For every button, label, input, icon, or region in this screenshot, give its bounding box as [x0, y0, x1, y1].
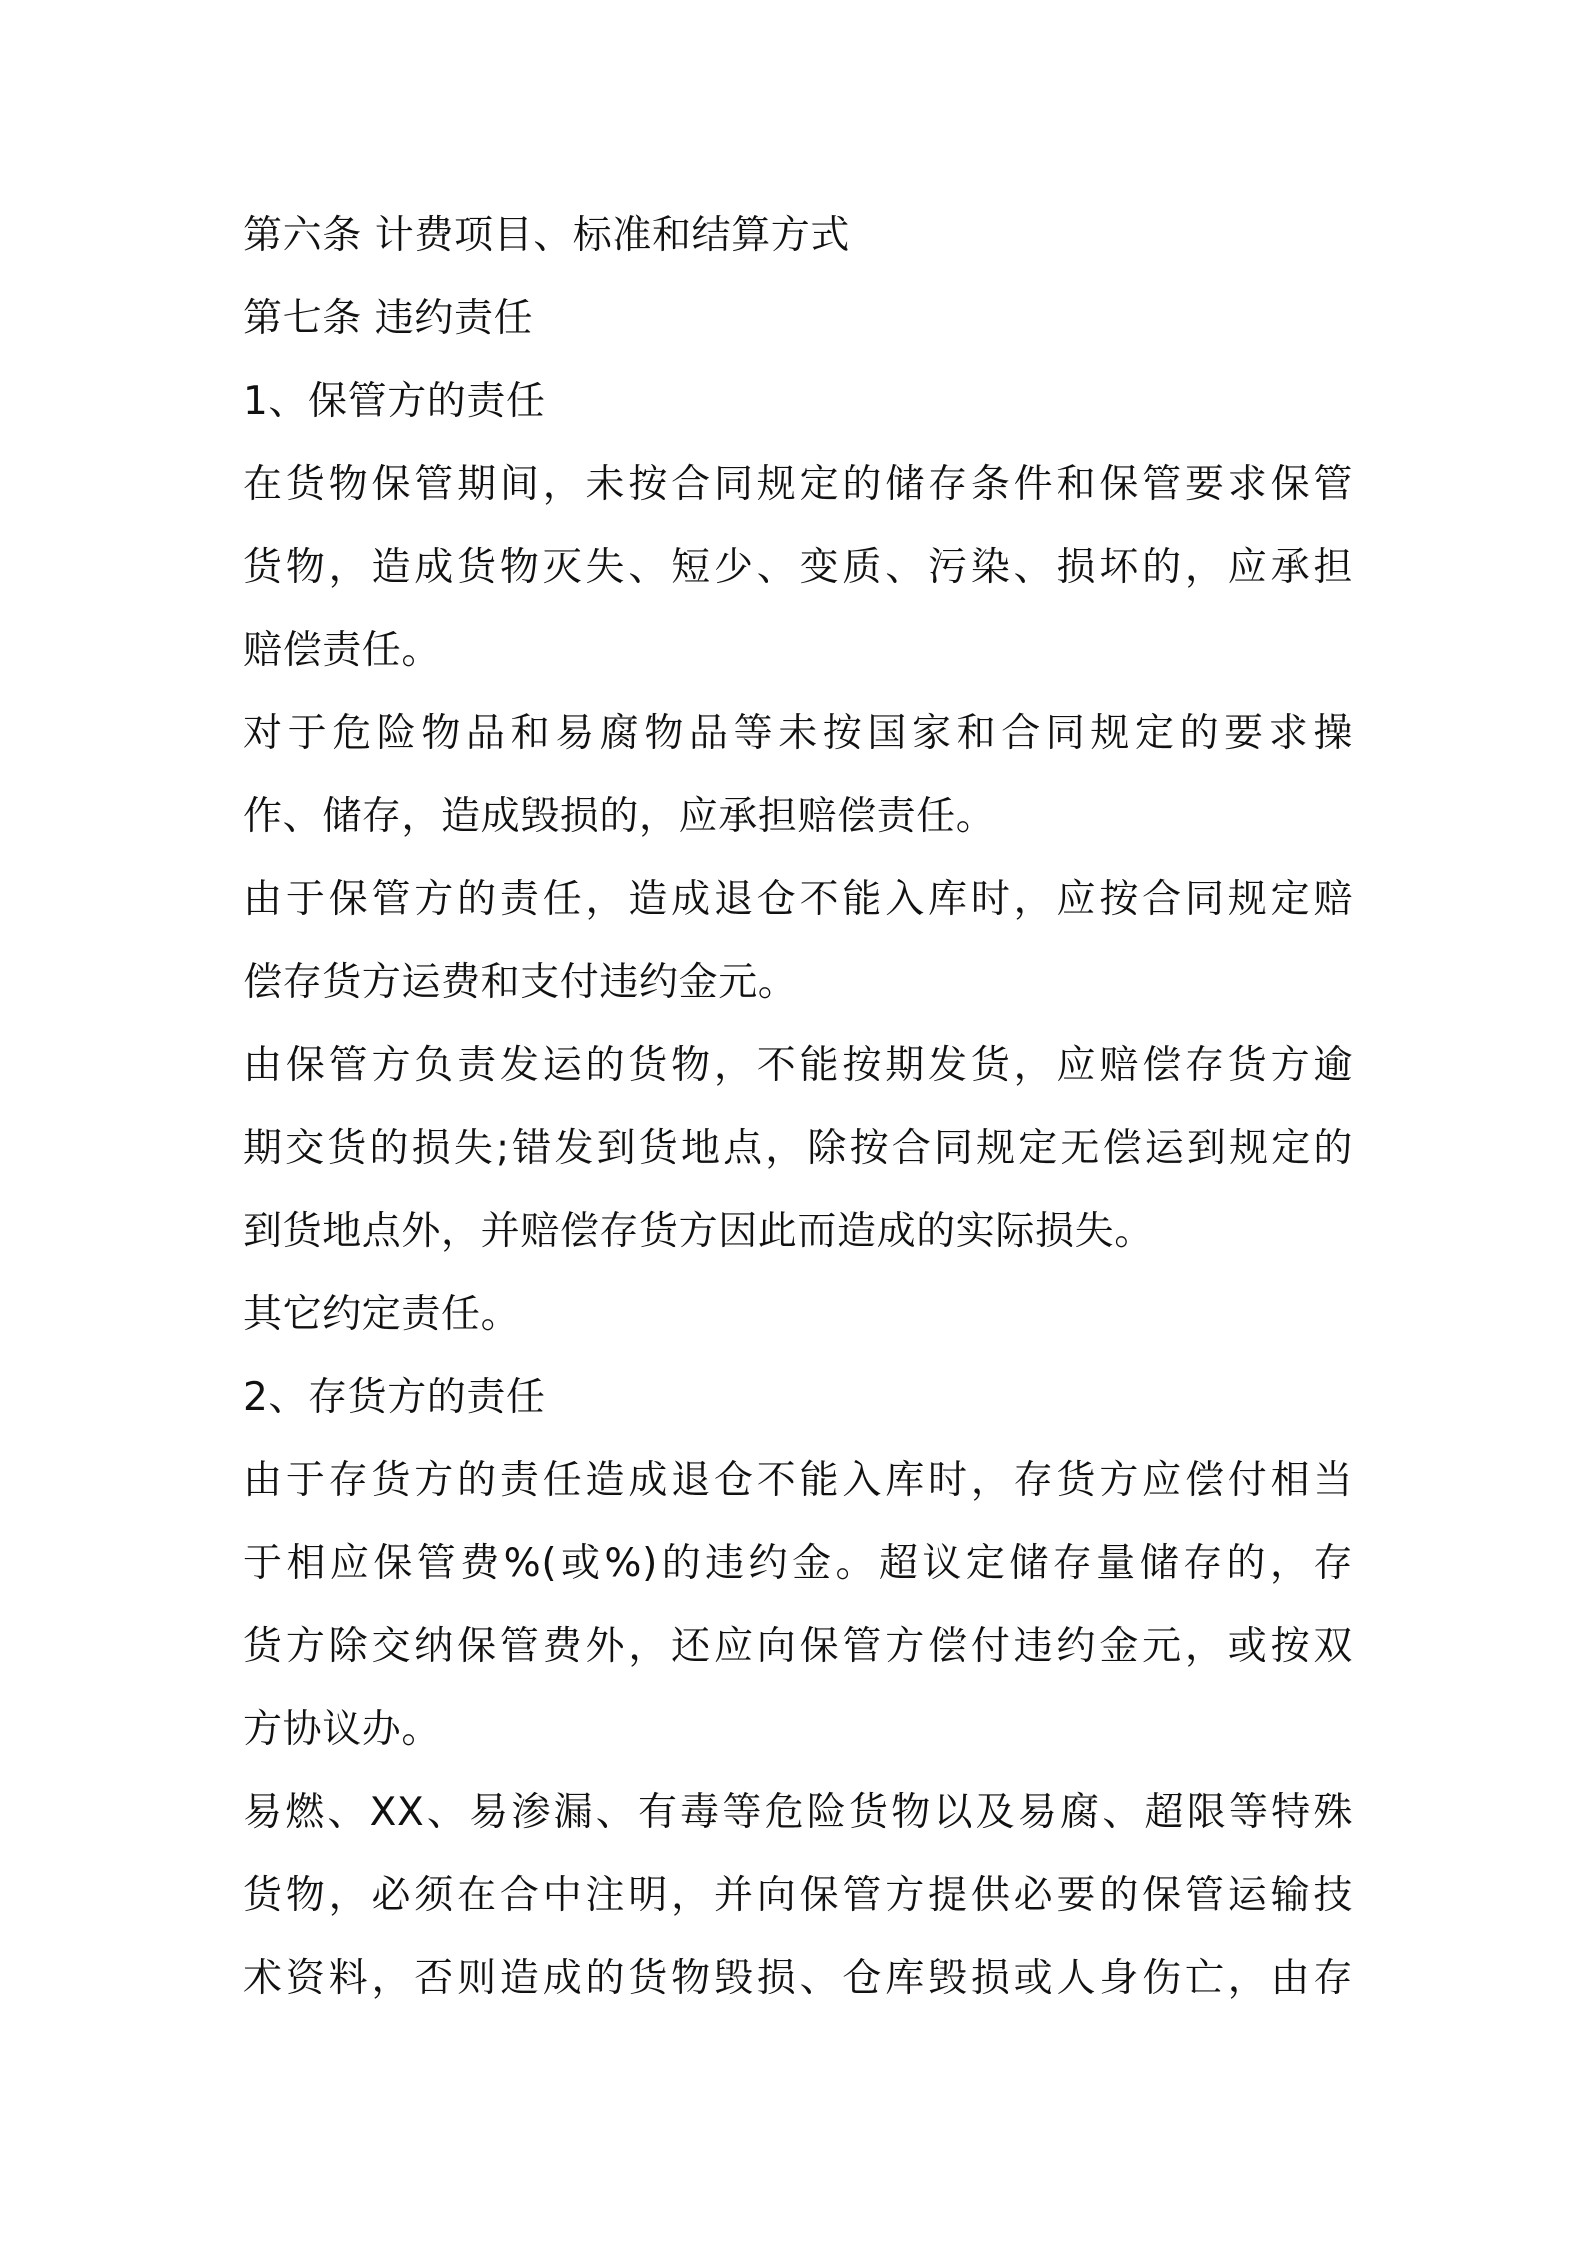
paragraph-line: 货物，造成货物灭失、短少、变质、污染、损坏的，应承担: [243, 545, 1353, 590]
paragraph-line: 偿存货方运费和支付违约金元。: [243, 960, 798, 1005]
clause-heading-6: 第六条 计费项目、标准和结算方式: [243, 213, 850, 258]
document-body: [243, 194, 1353, 2020]
paragraph-line: 货方除交纳保管费外，还应向保管方偿付违约金元，或按双: [243, 1624, 1353, 1669]
clause-heading-7: 第七条 违约责任: [243, 296, 534, 341]
paragraph-line: 到货地点外，并赔偿存货方因此而造成的实际损失。: [243, 1209, 1154, 1254]
paragraph-line: 由保管方负责发运的货物，不能按期发货，应赔偿存货方逾: [243, 1043, 1353, 1088]
paragraph-line: 赔偿责任。: [243, 628, 442, 673]
paragraph-line: 由于保管方的责任，造成退仓不能入库时，应按合同规定赔: [243, 877, 1353, 922]
paragraph-line: 在货物保管期间，未按合同规定的储存条件和保管要求保管: [243, 462, 1353, 507]
paragraph-line: 于相应保管费%(或%)的违约金。超议定储存量储存的，存: [243, 1541, 1353, 1586]
subheading-custodian-liability: 1、保管方的责任: [243, 379, 546, 424]
paragraph-line: 作、储存，造成毁损的，应承担赔偿责任。: [243, 794, 996, 839]
paragraph-line: 其它约定责任。: [243, 1292, 521, 1337]
paragraph-line: 对于危险物品和易腐物品等未按国家和合同规定的要求操: [243, 711, 1353, 756]
paragraph-line: 术资料，否则造成的货物毁损、仓库毁损或人身伤亡，由存: [243, 1956, 1353, 2001]
paragraph-line: 期交货的损失;错发到货地点，除按合同规定无偿运到规定的: [243, 1126, 1353, 1171]
paragraph-line: 由于存货方的责任造成退仓不能入库时，存货方应偿付相当: [243, 1458, 1353, 1503]
paragraph-line: 货物，必须在合中注明，并向保管方提供必要的保管运输技: [243, 1873, 1353, 1918]
paragraph-line: 易燃、XX、易渗漏、有毒等危险货物以及易腐、超限等特殊: [243, 1790, 1353, 1835]
paragraph-line: 方协议办。: [243, 1707, 442, 1752]
subheading-depositor-liability: 2、存货方的责任: [243, 1375, 546, 1420]
